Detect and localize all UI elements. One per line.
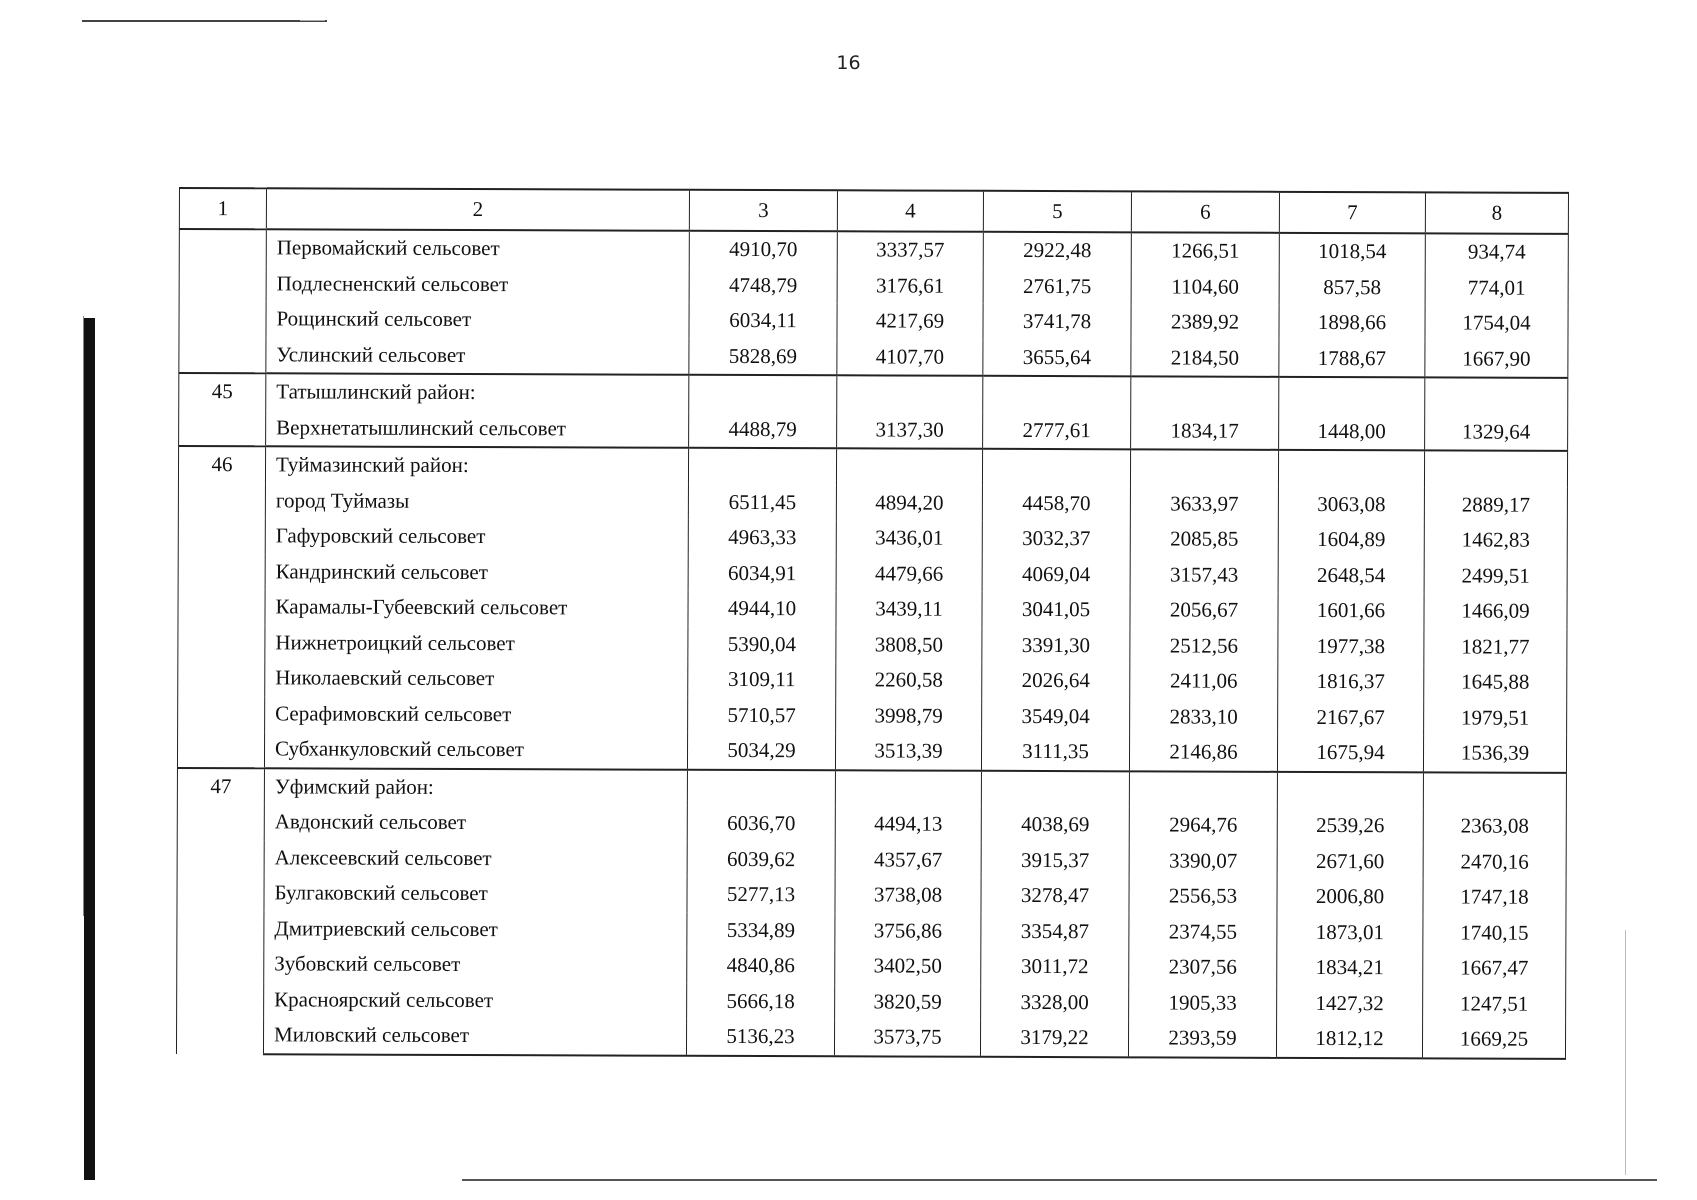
value-cell: [1279, 377, 1425, 414]
value-cell: 2539,26: [1277, 808, 1423, 844]
scan-artifact-left-bar: [84, 318, 95, 1180]
value-cell: 1834,17: [1131, 413, 1279, 450]
value-cell: 4840,86: [687, 948, 835, 984]
value-cell: 3157,43: [1130, 557, 1278, 593]
value-cell: 5390,04: [688, 626, 836, 662]
value-cell: 3549,04: [982, 698, 1130, 734]
value-cell: 3032,37: [982, 521, 1130, 557]
value-cell: 3756,86: [835, 913, 981, 949]
column-header: 7: [1279, 192, 1425, 234]
value-cell: 5277,13: [687, 877, 835, 913]
name-cell: Кандринский сельсовет: [265, 554, 688, 591]
table-row: [177, 839, 1566, 879]
column-header: 3: [689, 190, 837, 232]
value-cell: 2146,86: [1129, 734, 1277, 771]
value-cell: 3063,08: [1278, 486, 1424, 522]
value-cell: 4038,69: [981, 807, 1129, 843]
value-cell: 3738,08: [835, 877, 981, 913]
value-cell: 2470,16: [1423, 844, 1566, 880]
table-row: [179, 266, 1568, 306]
table-row: [177, 981, 1566, 1021]
value-cell: 3820,59: [835, 984, 981, 1020]
row-group: [179, 229, 1568, 378]
column-header: 5: [983, 191, 1131, 233]
value-cell: 5034,29: [687, 733, 835, 770]
value-cell: 3278,47: [981, 878, 1129, 914]
value-cell: 2363,08: [1423, 808, 1566, 844]
value-cell: 5136,23: [686, 1019, 834, 1056]
value-cell: 3808,50: [836, 627, 982, 663]
value-cell: 4479,66: [836, 556, 982, 592]
value-cell: 3137,30: [837, 412, 983, 449]
value-cell: 3337,57: [837, 231, 983, 268]
value-cell: 1427,32: [1277, 985, 1423, 1021]
header-row: [179, 188, 1568, 234]
name-cell: Услинский сельсовет: [266, 337, 689, 375]
value-cell: 4494,13: [835, 806, 981, 842]
group-number-cell: [179, 229, 267, 373]
value-cell: 1645,88: [1424, 664, 1567, 700]
table-row: [178, 482, 1567, 522]
value-cell: 3402,50: [835, 948, 981, 984]
value-cell: 6034,11: [689, 303, 837, 339]
table-row: [178, 589, 1567, 629]
value-cell: 1979,51: [1424, 700, 1567, 736]
value-cell: 1601,66: [1278, 593, 1424, 629]
value-cell: 2393,59: [1128, 1020, 1276, 1057]
value-cell: 3998,79: [836, 698, 982, 734]
name-cell: Дмитриевский сельсовет: [264, 911, 687, 948]
scan-artifact-bottom-line: [462, 1179, 1657, 1181]
name-cell: Первомайский сельсовет: [266, 229, 689, 267]
group-number-cell: 47: [176, 767, 264, 1053]
value-cell: [1129, 771, 1277, 808]
value-cell: 3655,64: [983, 339, 1131, 376]
column-header: 8: [1425, 192, 1568, 233]
name-cell: Миловский сельсовет: [263, 1017, 686, 1055]
value-cell: [836, 448, 982, 485]
column-header: 6: [1131, 191, 1279, 233]
value-cell: 3633,97: [1130, 486, 1278, 522]
value-cell: 5828,69: [689, 338, 837, 375]
value-cell: 2512,56: [1130, 628, 1278, 664]
value-cell: 2026,64: [982, 663, 1130, 699]
table-row: [177, 804, 1566, 844]
value-cell: 6034,91: [688, 555, 836, 591]
value-cell: 4458,70: [982, 485, 1130, 521]
value-cell: 3436,01: [836, 520, 982, 556]
value-cell: 1754,04: [1425, 305, 1568, 341]
value-cell: 6511,45: [688, 484, 836, 520]
value-cell: 1834,21: [1277, 950, 1423, 986]
value-cell: 3011,72: [981, 949, 1129, 985]
value-cell: [837, 375, 983, 412]
value-cell: 1675,94: [1277, 735, 1423, 772]
row-group: [177, 446, 1567, 772]
value-cell: 2964,76: [1129, 807, 1277, 843]
value-cell: 3573,75: [834, 1019, 980, 1056]
value-cell: 2833,10: [1130, 699, 1278, 735]
name-cell: Татышлинский район:: [266, 373, 689, 411]
table-header: [179, 188, 1568, 234]
column-header: 4: [837, 190, 983, 232]
value-cell: [1130, 449, 1278, 486]
value-cell: 2411,06: [1130, 663, 1278, 699]
name-cell: Карамалы-Губеевский сельсовет: [265, 589, 688, 626]
value-cell: 1604,89: [1278, 522, 1424, 558]
column-header: 2: [266, 188, 689, 230]
value-cell: 2374,55: [1129, 914, 1277, 950]
column-header: 1: [179, 188, 266, 229]
value-cell: 1536,39: [1423, 735, 1566, 772]
value-cell: 6036,70: [687, 806, 835, 842]
value-cell: 1466,09: [1424, 593, 1567, 629]
value-cell: [688, 448, 836, 485]
value-cell: [1425, 377, 1568, 414]
page-number: 16: [836, 52, 861, 74]
value-cell: 3741,78: [983, 304, 1131, 340]
table-row: [178, 660, 1567, 700]
name-cell: Серафимовский сельсовет: [265, 696, 688, 733]
table-row: [176, 1017, 1565, 1058]
value-cell: 4488,79: [689, 411, 837, 448]
value-cell: [1423, 772, 1566, 809]
group-number-cell: 45: [179, 373, 266, 446]
value-cell: 5666,18: [687, 983, 835, 1019]
value-cell: [1424, 450, 1567, 487]
value-cell: 1448,00: [1279, 413, 1425, 450]
value-cell: 1977,38: [1278, 628, 1424, 664]
scan-artifact-top-line: [82, 20, 327, 22]
name-cell: Алексеевский сельсовет: [264, 840, 687, 877]
value-cell: 2307,56: [1129, 949, 1277, 985]
value-cell: 3109,11: [688, 662, 836, 698]
name-cell: Зубовский сельсовет: [264, 946, 687, 983]
value-cell: 934,74: [1425, 233, 1568, 270]
name-cell: Верхнетатышлинский сельсовет: [266, 410, 689, 448]
scan-artifact-right-line: [1625, 930, 1626, 1175]
value-cell: 2184,50: [1131, 340, 1279, 377]
table-row: [178, 446, 1567, 487]
table-row: [179, 229, 1568, 270]
value-cell: [983, 376, 1131, 413]
value-cell: [689, 375, 837, 412]
name-cell: Рощинский сельсовет: [266, 301, 689, 338]
value-cell: 857,58: [1279, 269, 1425, 305]
name-cell: Авдонский сельсовет: [264, 804, 687, 841]
table-row: [177, 910, 1566, 950]
value-cell: 1667,47: [1423, 950, 1566, 986]
name-cell: Булгаковский сельсовет: [264, 875, 687, 912]
value-cell: 2056,67: [1130, 592, 1278, 628]
data-table: [176, 187, 1569, 1059]
value-cell: 3439,11: [836, 591, 982, 627]
value-cell: 2006,80: [1277, 879, 1423, 915]
value-cell: 4944,10: [688, 591, 836, 627]
value-cell: 1873,01: [1277, 914, 1423, 950]
name-cell: Гафуровский сельсовет: [265, 518, 688, 555]
value-cell: 1247,51: [1423, 986, 1566, 1022]
table-row: [179, 337, 1568, 378]
scan-artifact-top-line-faint: [300, 20, 325, 21]
value-cell: [982, 449, 1130, 486]
value-cell: 1905,33: [1129, 985, 1277, 1021]
value-cell: 3176,61: [837, 268, 983, 304]
value-cell: 2889,17: [1424, 487, 1567, 523]
table-row: [178, 695, 1567, 735]
name-cell: город Туймазы: [265, 483, 688, 520]
value-cell: 3179,22: [980, 1020, 1128, 1057]
value-cell: 1812,12: [1276, 1021, 1422, 1058]
value-cell: 1898,66: [1279, 305, 1425, 341]
value-cell: 1740,15: [1423, 915, 1566, 951]
name-cell: Нижнетроицкий сельсовет: [265, 625, 688, 662]
table-row: [177, 946, 1566, 986]
value-cell: 1821,77: [1424, 629, 1567, 665]
value-cell: 2499,51: [1424, 558, 1567, 594]
name-cell: Субханкуловский сельсовет: [264, 731, 687, 769]
row-group: [179, 373, 1568, 451]
value-cell: 1669,25: [1422, 1021, 1565, 1058]
value-cell: 3390,07: [1129, 843, 1277, 879]
table-row: [179, 373, 1568, 414]
name-cell: Уфимский район:: [264, 768, 687, 806]
value-cell: 4069,04: [982, 556, 1130, 592]
value-cell: 774,01: [1425, 270, 1568, 306]
value-cell: 2761,75: [983, 268, 1131, 304]
value-cell: 6039,62: [687, 841, 835, 877]
value-cell: 5710,57: [688, 697, 836, 733]
value-cell: [981, 770, 1129, 807]
value-cell: 3513,39: [835, 733, 981, 770]
value-cell: 1788,67: [1279, 340, 1425, 377]
value-cell: 4217,69: [837, 303, 983, 339]
value-cell: 1747,18: [1423, 879, 1566, 915]
value-cell: 3041,05: [982, 592, 1130, 628]
value-cell: 4910,70: [689, 231, 837, 268]
table-row: [178, 518, 1567, 558]
value-cell: 4894,20: [836, 485, 982, 521]
value-cell: 1266,51: [1131, 232, 1279, 269]
value-cell: 4357,67: [835, 842, 981, 878]
value-cell: 2389,92: [1131, 304, 1279, 340]
value-cell: [1278, 450, 1424, 487]
table-row: [177, 875, 1566, 915]
value-cell: 1816,37: [1278, 664, 1424, 700]
value-cell: 5334,89: [687, 912, 835, 948]
value-cell: 3391,30: [982, 627, 1130, 663]
name-cell: Подлесненский сельсовет: [266, 266, 689, 303]
value-cell: 3354,87: [981, 913, 1129, 949]
value-cell: 1104,60: [1131, 269, 1279, 305]
name-cell: Туймазинский район:: [265, 446, 688, 484]
value-cell: 1667,90: [1425, 341, 1568, 378]
value-cell: [1131, 376, 1279, 413]
name-cell: Николаевский сельсовет: [265, 660, 688, 697]
value-cell: 4107,70: [837, 339, 983, 376]
value-cell: 2648,54: [1278, 557, 1424, 593]
value-cell: 2167,67: [1278, 699, 1424, 735]
value-cell: 2922,48: [983, 232, 1131, 269]
value-cell: 4963,33: [688, 520, 836, 556]
table-row: [178, 624, 1567, 664]
value-cell: [1277, 771, 1423, 808]
value-cell: 1329,64: [1425, 414, 1568, 451]
value-cell: 3111,35: [981, 734, 1129, 771]
group-number-cell: 46: [177, 446, 265, 768]
value-cell: 1462,83: [1424, 522, 1567, 558]
value-cell: 4748,79: [689, 267, 837, 303]
value-cell: 2556,53: [1129, 878, 1277, 914]
value-cell: 2671,60: [1277, 843, 1423, 879]
value-cell: 3915,37: [981, 842, 1129, 878]
value-cell: [687, 769, 835, 806]
value-cell: 3328,00: [981, 984, 1129, 1020]
table-row: [178, 553, 1567, 593]
value-cell: 1018,54: [1279, 233, 1425, 270]
table-row: [179, 301, 1568, 341]
table-row: [179, 410, 1568, 451]
table-row: [177, 767, 1566, 808]
row-group: [176, 767, 1566, 1058]
name-cell: Красноярский сельсовет: [264, 982, 687, 1019]
value-cell: [835, 770, 981, 807]
value-cell: 2777,61: [983, 412, 1131, 449]
table-row: [177, 731, 1566, 772]
value-cell: 2085,85: [1130, 521, 1278, 557]
value-cell: 2260,58: [836, 662, 982, 698]
